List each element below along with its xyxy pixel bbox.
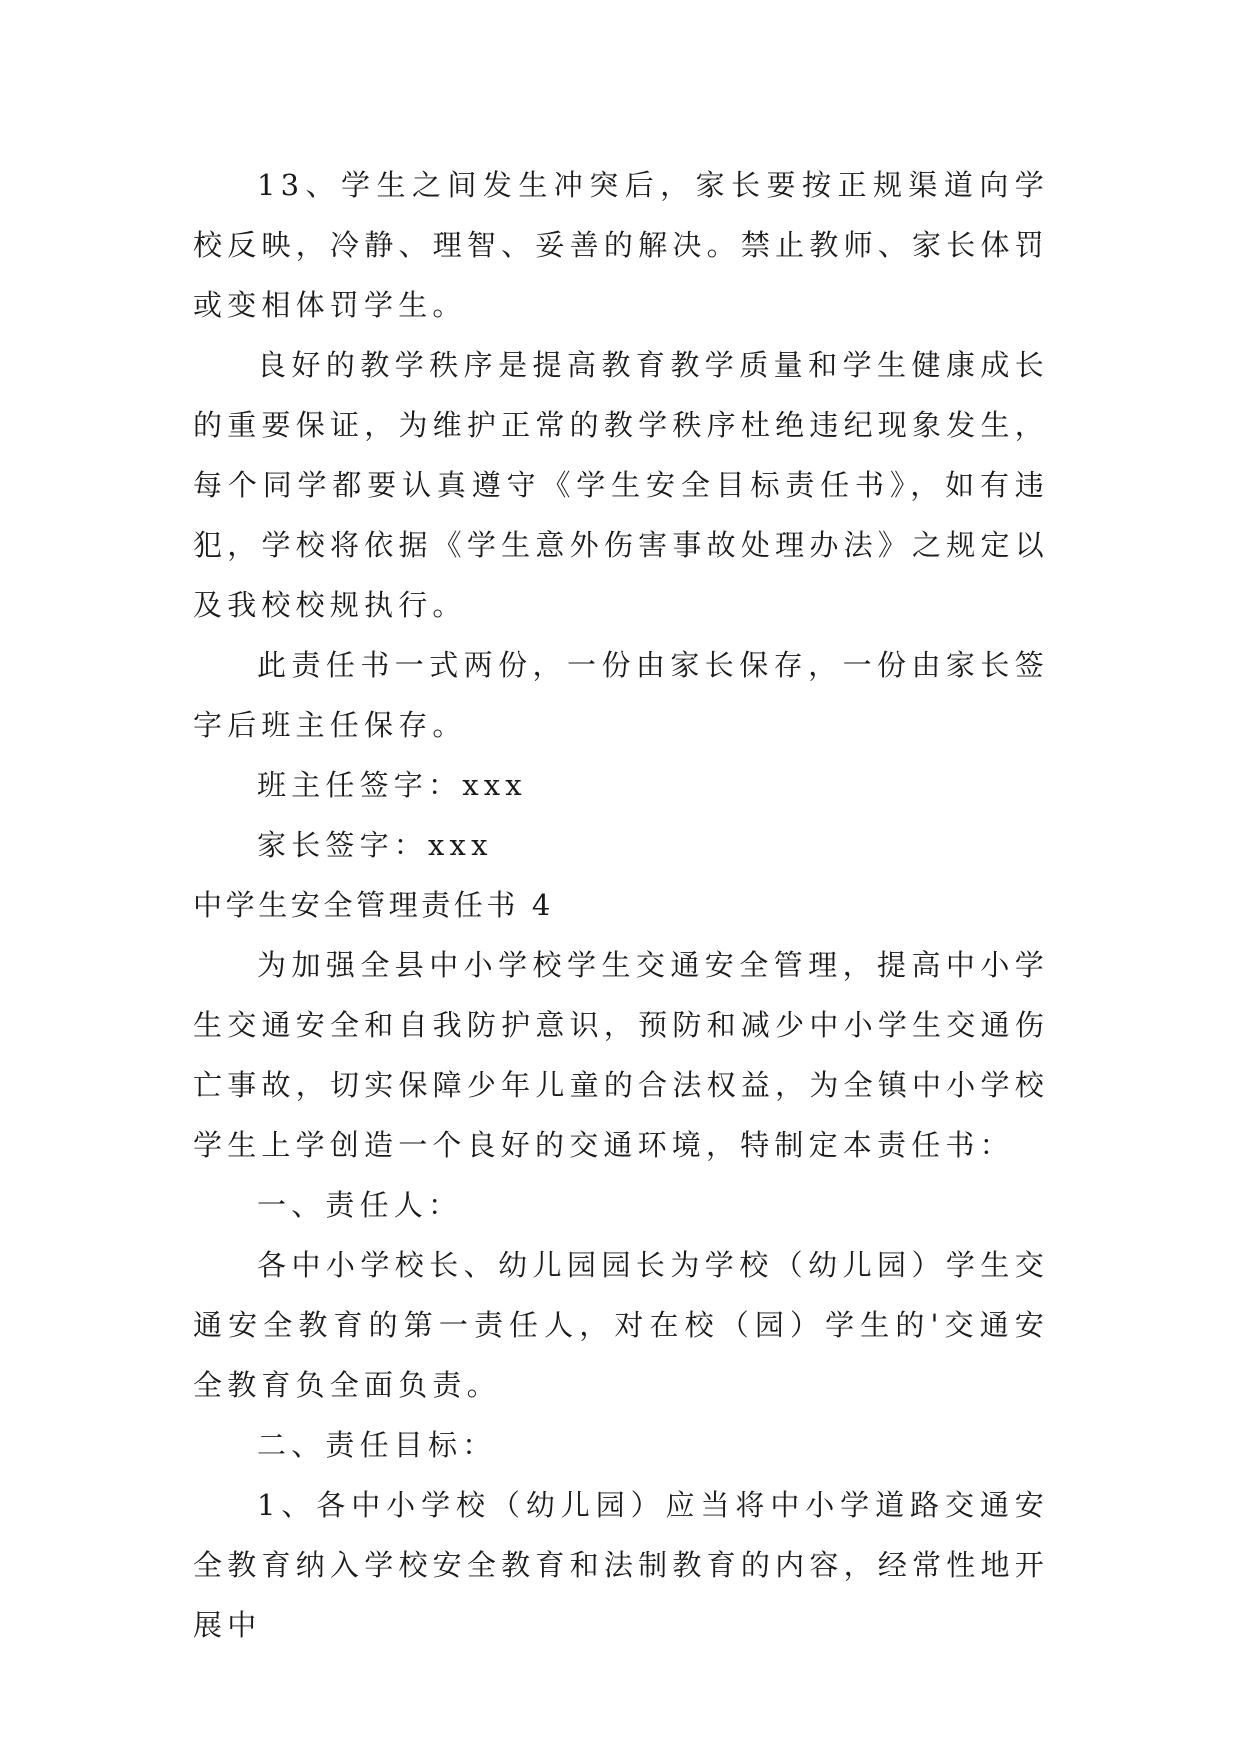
section-title: 中学生安全管理责任书 4 [193,888,554,922]
paragraph-goal-1: 1、各中小学校（幼儿园）应当将中小学道路交通安全教育纳入学校安全教育和法制教育的内容，经常性地开展中 [193,1488,1049,1642]
paragraph-intro: 为加强全县中小学校学生交通安全管理，提高中小学生交通安全和自我防护意识，预防和减少中小学生交通伤亡事故，切实保障少年儿童的合法权益，为全镇中小学校学生上学创造一个良好的交通环境，特制定本责任书： [193,948,1049,1162]
section-responsible-person: 一、责任人： [257,1188,463,1222]
paragraph-teaching-order: 良好的教学秩序是提高教育教学质量和学生健康成长的重要保证，为维护正常的教学秩序杜绝违纪现象发生，每个同学都要认真遵守《学生安全目标责任书》，如有违犯，学校将依据《学生意外伤害事故处理办法》之规定以及我校校规执行。 [193,348,1049,622]
parent-signature-line: 家长签字：xxx [257,828,493,862]
teacher-signature-line: 班主任签字：xxx [257,768,527,802]
document-body [193,155,1049,1655]
paragraph-copies: 此责任书一式两份，一份由家长保存，一份由家长签字后班主任保存。 [193,648,1049,742]
section-responsibility-goals: 二、责任目标： [257,1428,497,1462]
paragraph-responsible-person: 各中小学校长、幼儿园园长为学校（幼儿园）学生交通安全教育的第一责任人，对在校（园）学生的'交通安全教育负全面负责。 [193,1248,1049,1402]
paragraph-13-conflict: 13、学生之间发生冲突后，家长要按正规渠道向学校反映，冷静、理智、妥善的解决。禁止教师、家长体罚或变相体罚学生。 [193,168,1049,322]
